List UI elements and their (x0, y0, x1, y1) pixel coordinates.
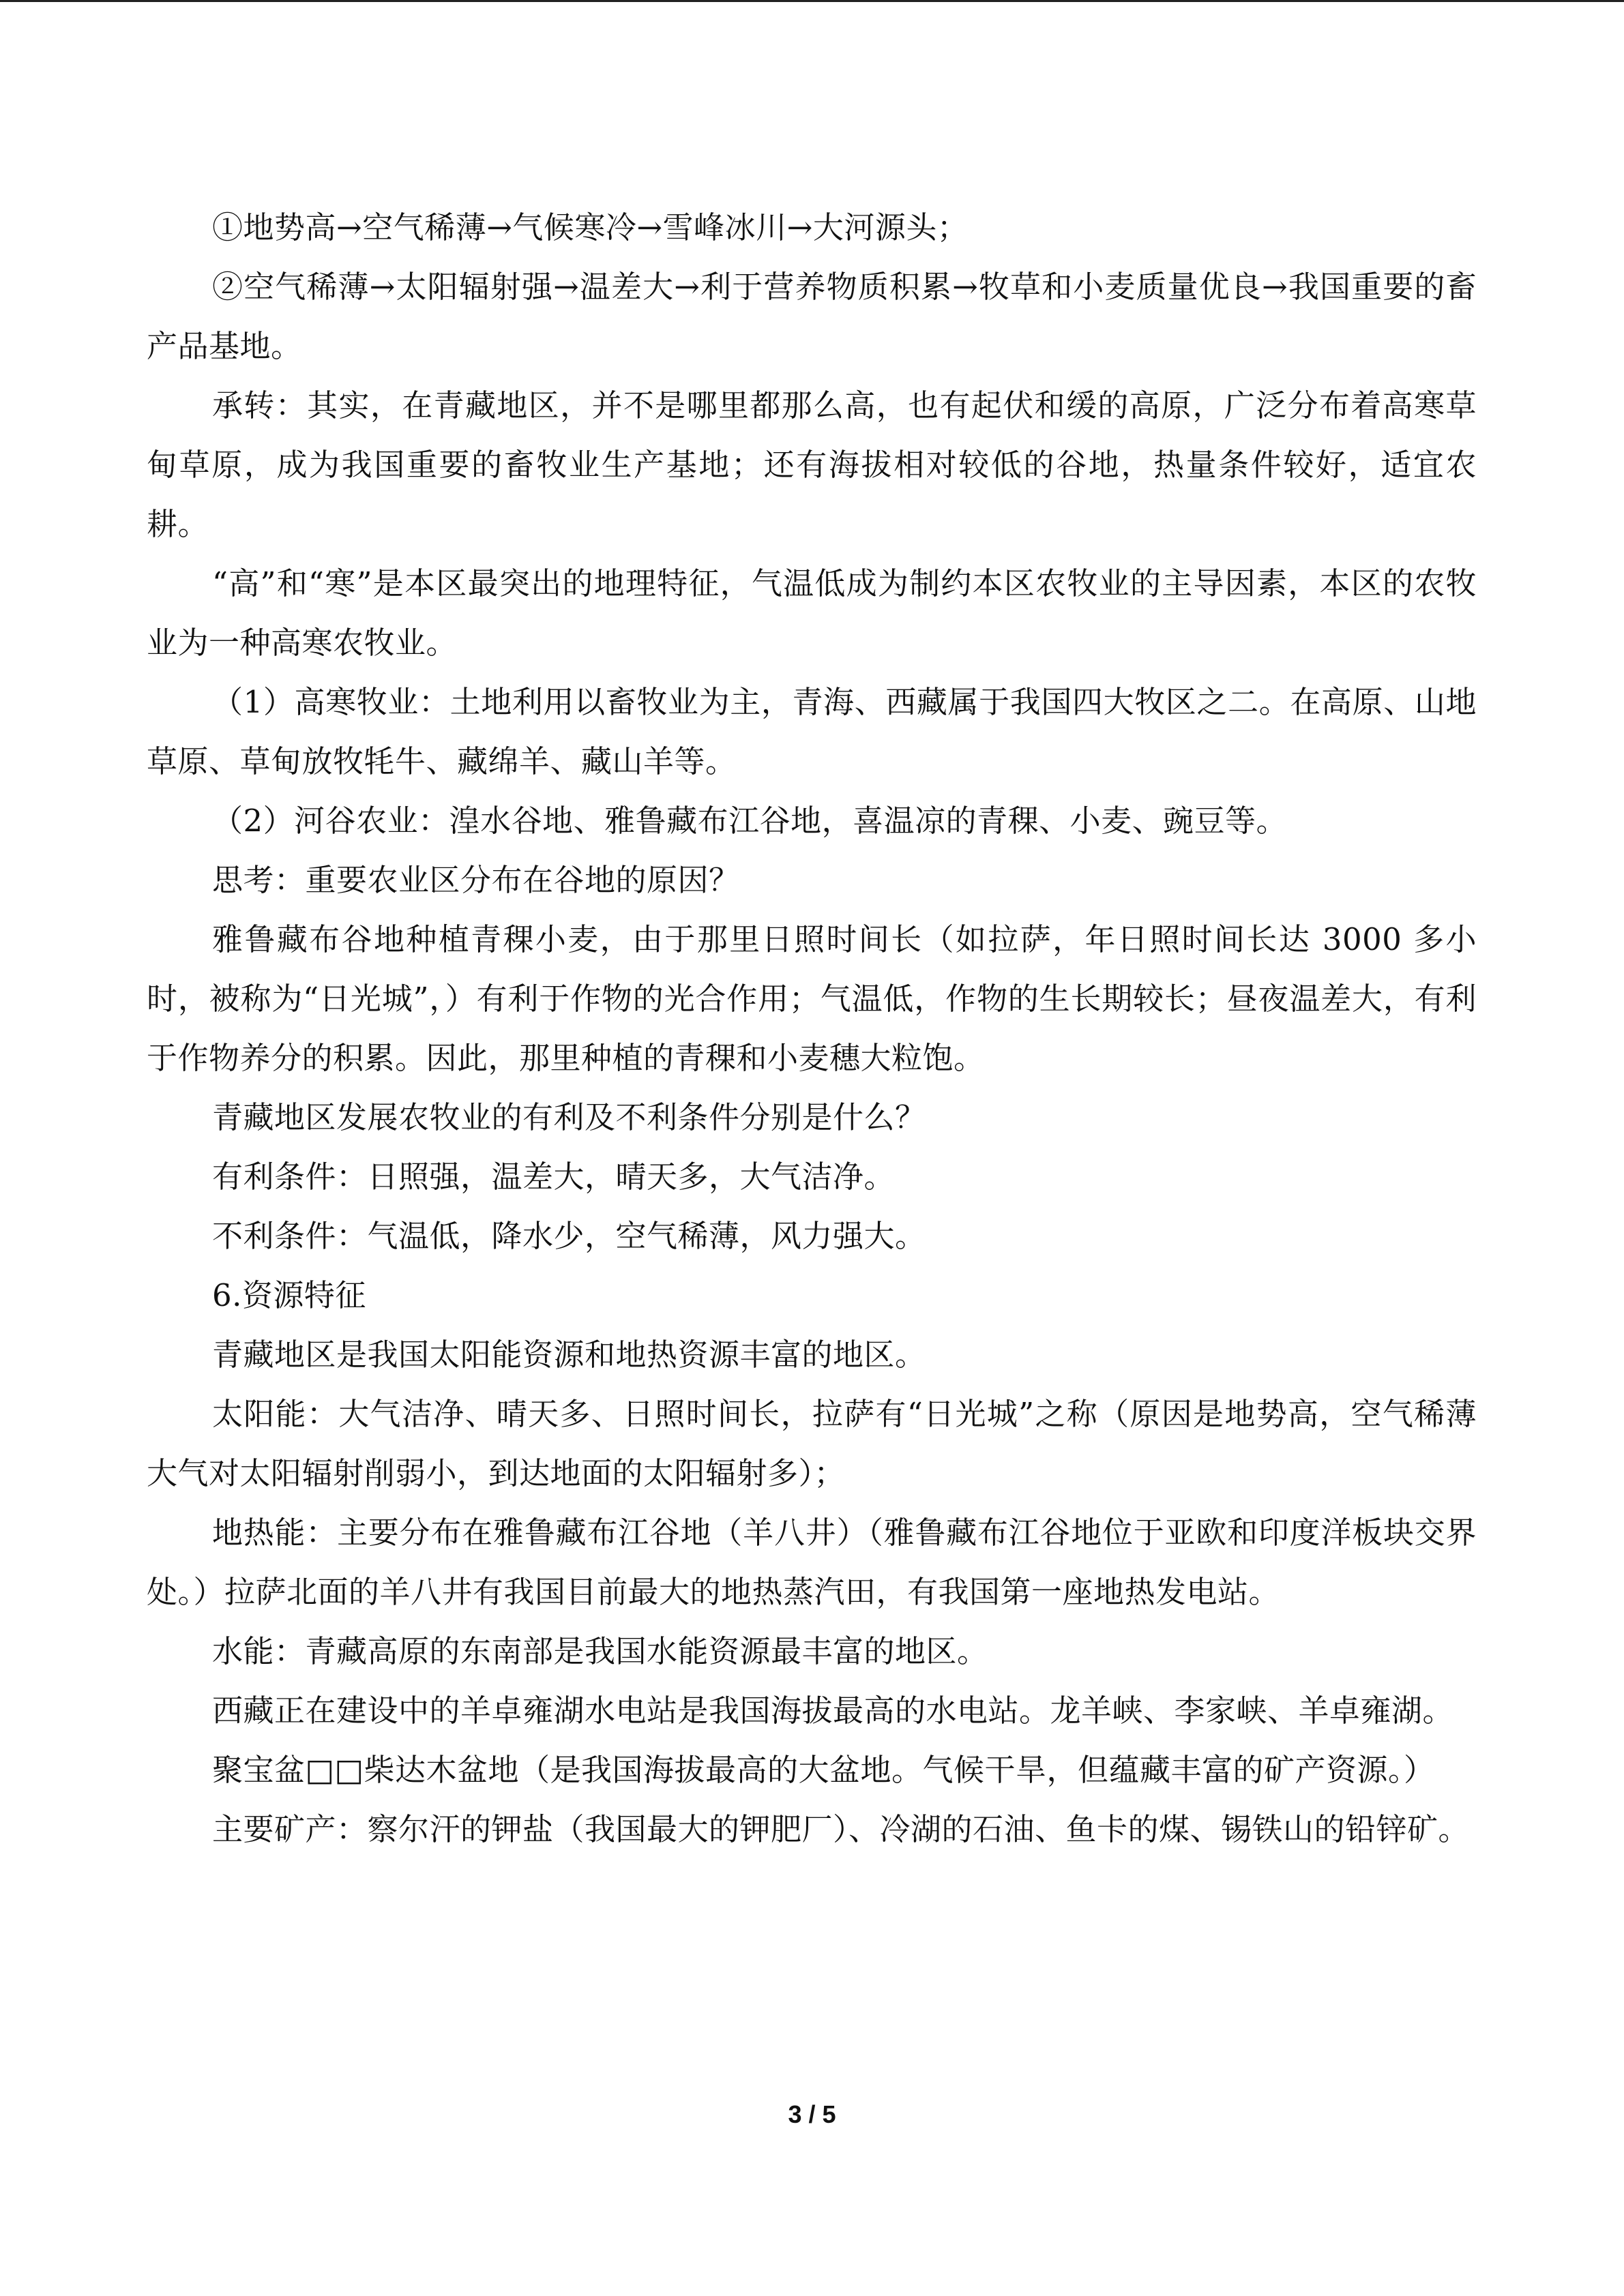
paragraph-causal-chain-2: ②空气稀薄→太阳辐射强→温差大→利于营养物质积累→牧草和小麦质量优良→我国重要的畜产品基地。 (147, 269, 1477, 364)
paragraph-alpine-pastoralism: （1）高寒牧业：土地利用以畜牧业为主，青海、西藏属于我国四大牧区之二。在高原、山地草原、草甸放牧牦牛、藏绵羊、藏山羊等。 (147, 684, 1477, 779)
paragraph-causal-chain-1: ①地势高→空气稀薄→气候寒冷→雪峰冰川→大河源头； (212, 209, 969, 245)
document-body (147, 198, 1477, 1859)
paragraph-solar-energy: 太阳能：大气洁净、晴天多、日照时间长，拉萨有“日光城”之称（原因是地势高，空气稀薄大气对太阳辐射削弱小，到达地面的太阳辐射多）； (147, 1396, 1477, 1491)
paragraph-yarlung-answer: 雅鲁藏布谷地种植青稞小麦，由于那里日照时间长（如拉萨，年日照时间长达 3000 多小时，被称为“日光城”，）有利于作物的光合作用；气温低，作物的生长期较长；昼夜温差大，有利于作物养分的积累。因此，那里种植的青稞和小麦穗大粒饱。 (147, 921, 1477, 1076)
paragraph-hydro-energy: 水能：青藏高原的东南部是我国水能资源最丰富的地区。 (212, 1633, 988, 1669)
paragraph-question-conditions: 青藏地区发展农牧业的有利及不利条件分别是什么？ (212, 1099, 926, 1135)
paragraph-favorable-conditions: 有利条件：日照强，温差大，晴天多，大气洁净。 (212, 1159, 896, 1195)
paragraph-resources-intro: 青藏地区是我国太阳能资源和地热资源丰富的地区。 (212, 1337, 926, 1373)
section-heading-resources: 6.资源特征 (212, 1277, 366, 1313)
paragraph-transition: 承转：其实，在青藏地区，并不是哪里都那么高，也有起伏和缓的高原，广泛分布着高寒草甸草原，成为我国重要的畜牧业生产基地；还有海拔相对较低的谷地，热量条件较好，适宜农耕。 (147, 387, 1477, 542)
paragraph-qaidam-basin: 聚宝盆□□柴达木盆地（是我国海拔最高的大盆地。气候干旱，但蕴藏丰富的矿产资源。） (212, 1752, 1435, 1788)
paragraph-geothermal-energy: 地热能：主要分布在雅鲁藏布江谷地（羊八井）（雅鲁藏布江谷地位于亚欧和印度洋板块交界处。）拉萨北面的羊八井有我国目前最大的地热蒸汽田，有我国第一座地热发电站。 (147, 1515, 1477, 1610)
paragraph-hydro-stations: 西藏正在建设中的羊卓雍湖水电站是我国海拔最高的水电站。龙羊峡、李家峡、羊卓雍湖。 (212, 1693, 1454, 1729)
page-number: 3 / 5 (788, 2100, 836, 2128)
paragraph-high-cold-feature: “高”和“寒”是本区最突出的地理特征，气温低成为制约本区农牧业的主导因素，本区的农牧业为一种高寒农牧业。 (147, 565, 1477, 661)
paragraph-main-minerals: 主要矿产：察尔汗的钾盐（我国最大的钾肥厂）、冷湖的石油、鱼卡的煤、锡铁山的铅锌矿。 (212, 1811, 1470, 1847)
paragraph-unfavorable-conditions: 不利条件：气温低，降水少，空气稀薄，风力强大。 (212, 1218, 926, 1254)
top-border-line (0, 0, 1624, 2)
paragraph-valley-agriculture: （2）河谷农业：湟水谷地、雅鲁藏布江谷地，喜温凉的青稞、小麦、豌豆等。 (212, 803, 1288, 839)
paragraph-question-valley: 思考：重要农业区分布在谷地的原因？ (212, 862, 740, 898)
